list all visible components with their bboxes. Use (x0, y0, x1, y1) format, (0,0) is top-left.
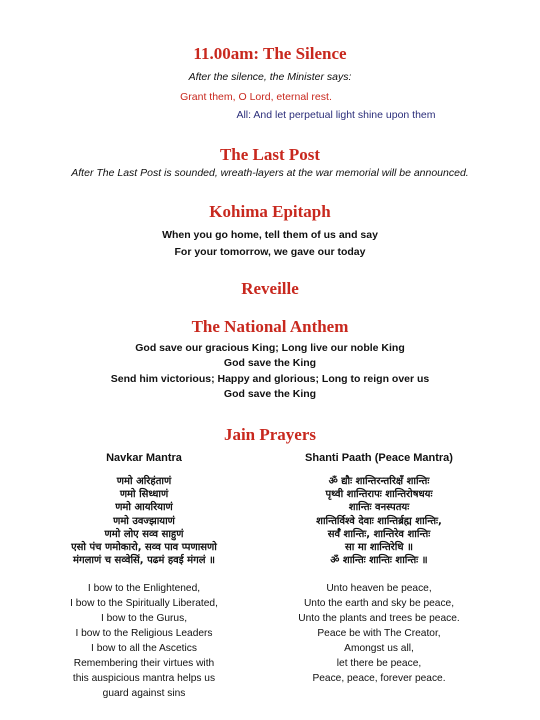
shanti-sanskrit-line: ॐ शान्तिः शान्तिः शान्तिः ॥ (330, 555, 428, 567)
kohima-heading: Kohima Epitaph (209, 202, 331, 221)
shanti-english-line: Unto heaven be peace, (326, 583, 432, 595)
anthem-line: Send him victorious; Happy and glorious; Long to reign over us (110, 373, 430, 385)
anthem-heading: The National Anthem (191, 317, 349, 336)
shanti-sanskrit-line: शान्तिः वनस्पतयः (348, 502, 410, 514)
navkar-sanskrit-line: णमो आयरियाणं (115, 502, 173, 514)
shanti-english-line: Amongst us all, (344, 643, 414, 655)
shanti-english-line: Peace be with The Creator, (317, 628, 441, 640)
shanti-paath-column (268, 451, 490, 686)
navkar-sanskrit-line: णमो सिध्धाणं (119, 489, 169, 501)
shanti-sanskrit-line: ॐ द्यौः शान्तिरन्तरिक्षँ शान्तिः (328, 476, 430, 487)
kohima-line: For your tomorrow, we gave our today (174, 246, 366, 258)
shanti-english-line: Peace, peace, forever peace. (312, 673, 446, 685)
navkar-english-line: this auspicious mantra helps us (72, 673, 216, 685)
kohima-line: When you go home, tell them of us and say (162, 229, 378, 241)
silence-intro: After the silence, the Minister says: (188, 71, 352, 83)
navkar-sanskrit-line: णमो लोए सव्व साहुणं (104, 528, 184, 540)
shanti-title: Shanti Paath (Peace Mantra) (305, 452, 453, 464)
navkar-english-line: I bow to the Religious Leaders (75, 628, 213, 640)
navkar-english-line: I bow to the Spiritually Liberated, (70, 598, 218, 610)
shanti-english-line: Unto the earth and sky be peace, (303, 598, 455, 610)
navkar-english-line: I bow to the Gurus, (100, 613, 188, 625)
last-post-text: After The Last Post is sounded, wreath-layers at the war memorial will be announced. (71, 167, 469, 179)
reveille-heading: Reveille (241, 279, 299, 298)
shanti-sanskrit-line: पृथ्वी शान्तिरापः शान्तिरोषधयः (325, 489, 433, 501)
anthem-line: God save the King (223, 357, 317, 369)
jain-prayers-heading: Jain Prayers (223, 425, 317, 444)
navkar-english-line: I bow to all the Ascetics (91, 643, 197, 655)
shanti-english-line: Unto the plants and trees be peace. (298, 613, 460, 625)
shanti-sanskrit-line: सा मा शान्तिरेधि ॥ (345, 542, 413, 554)
shanti-sanskrit-line: सर्वँ शान्तिः, शान्तिरेव शान्तिः (327, 528, 431, 540)
shanti-english-line: let there be peace, (336, 658, 422, 670)
navkar-sanskrit-line: एसो पंच णमोकारो, सव्व पाव प्पणासणो (71, 542, 217, 554)
response-line: All: And let perpetual light shine upon them (236, 109, 436, 121)
navkar-english-line: I bow to the Enlightened, (87, 583, 201, 595)
anthem-line: God save the King (223, 388, 317, 400)
shanti-sanskrit-line: शान्तिर्विश्वे देवाः शान्तिर्ब्रह्म शान्तिः, (316, 515, 442, 527)
minister-line: Grant them, O Lord, eternal rest. (180, 91, 332, 103)
navkar-title: Navkar Mantra (106, 452, 182, 464)
navkar-sanskrit-line: णमो उवज्झायाणं (113, 515, 175, 527)
navkar-mantra-column (45, 451, 243, 701)
navkar-english-line: guard against sins (102, 688, 186, 700)
last-post-heading: The Last Post (219, 145, 321, 164)
navkar-sanskrit-line: णमो अरिहंताणं (116, 476, 172, 487)
navkar-english-line: Remembering their virtues with (73, 658, 215, 670)
navkar-sanskrit-line: मंगलाणं च सव्वेसिं, पढमं हवई मंगलं ॥ (73, 555, 215, 567)
anthem-line: God save our gracious King; Long live our noble King (135, 342, 405, 354)
silence-heading: 11.00am: The Silence (193, 44, 347, 63)
